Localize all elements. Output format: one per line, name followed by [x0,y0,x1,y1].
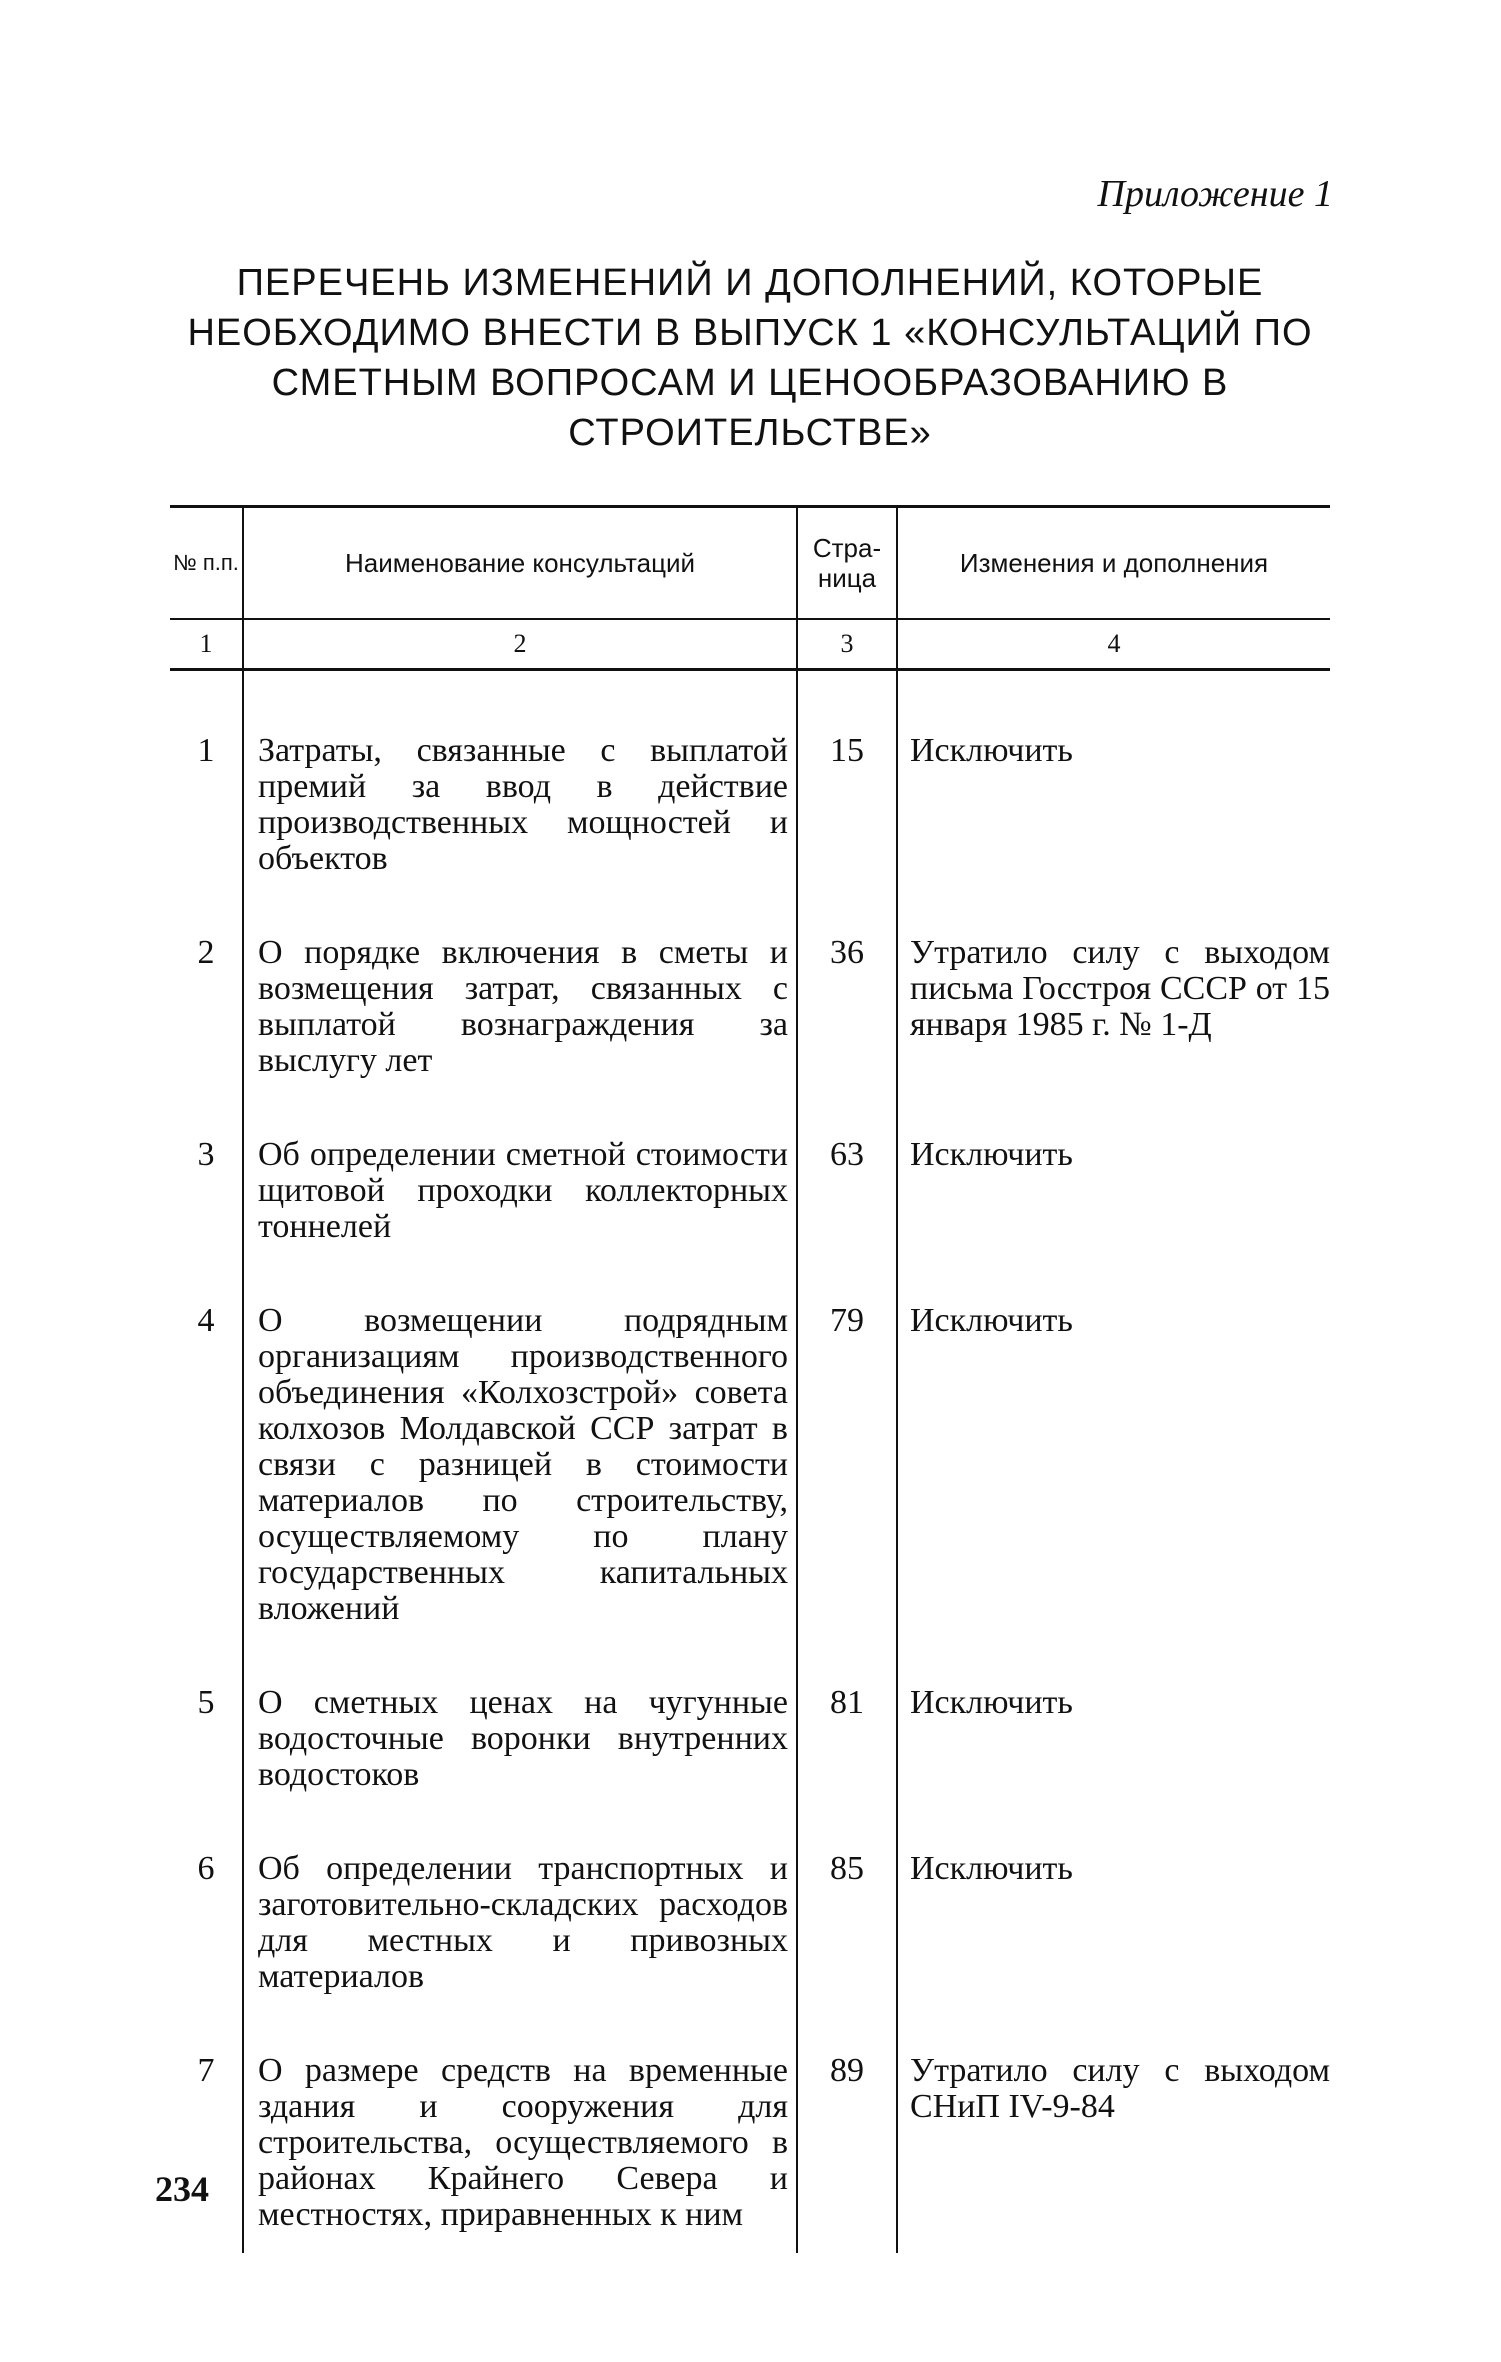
row-change: Исключить [896,733,1330,877]
row-number: 6 [197,1850,215,1887]
row-change: Исключить [896,1303,1330,1627]
title-line: СТРОИТЕЛЬСТВЕ» [568,412,932,454]
row-gap [170,1995,1330,2053]
row-number: 3 [197,1136,215,1173]
row-name: О сметных ценах на чугунные водосточные воронки внутренних водостоков [242,1685,796,1793]
title-line: СМЕТНЫМ ВОПРОСАМ И ЦЕНООБРАЗОВАНИЮ В [271,362,1229,404]
row-gap [170,1245,1330,1303]
row-page: 89 [796,2053,896,2233]
row-name: О порядке включения в сметы и возмещения затрат, связанных с выплатой вознаграждения за выслугу лет [242,935,796,1079]
row-change: Исключить [896,1685,1330,1793]
appendix-label: Приложение 1 [1097,173,1333,215]
row-page: 85 [796,1851,896,1995]
row-name: Об определении сметной стоимости щитовой проходки коллекторных тоннелей [242,1137,796,1245]
header-change: Изменения и дополнения [896,508,1330,618]
table-row [170,1137,1330,1245]
row-number: 2 [197,934,215,971]
row-change: Утратило силу с выходом СНиП IV-9-84 [896,2053,1330,2233]
page-number: 234 [155,2169,209,2209]
row-gap [170,1793,1330,1851]
changes-table [170,505,1330,2253]
row-gap [170,1079,1330,1137]
row-gap [170,877,1330,935]
header-name: Наименование консультаций [242,508,796,618]
column-number: 2 [242,620,796,668]
row-name: Об определении транспортных и заготовительно-складских расходов для местных и привозных материалов [242,1851,796,1995]
row-change: Исключить [896,1851,1330,1995]
row-change: Утратило силу с выходом письма Госстроя СССР от 15 января 1985 г. № 1-Д [896,935,1330,1079]
row-page: 63 [796,1137,896,1245]
column-number: 3 [796,620,896,668]
row-page: 81 [796,1685,896,1793]
column-number-row [170,620,1330,668]
row-gap [170,1627,1330,1685]
header-page: Стра-ница [796,508,896,618]
row-name: Затраты, связанные с выплатой премий за ввод в действие производственных мощностей и объектов [242,733,796,877]
table-row [170,733,1330,877]
row-name: О размере средств на временные здания и сооружения для строительства, осуществляемого в районах Крайнего Севера и местностях, приравненных к ним [242,2053,796,2233]
row-number: 7 [197,2052,215,2089]
table-row [170,1851,1330,1995]
row-number: 1 [197,732,215,769]
row-number: 4 [197,1302,215,1339]
row-page: 36 [796,935,896,1079]
column-number: 4 [896,620,1330,668]
row-name: О возмещении подрядным организациям производственного объединения «Колхозстрой» совета колхозов Молдавской ССР затрат в связи с разницей в стоимости материалов по строительству, осуществляемому по плану государственных капитальных вложений [242,1303,796,1627]
row-page: 15 [796,733,896,877]
column-number: 1 [199,629,213,658]
table-row [170,2053,1330,2233]
row-number: 5 [197,1684,215,1721]
table-row [170,935,1330,1079]
table-row [170,1303,1330,1627]
title-line: НЕОБХОДИМО ВНЕСТИ В ВЫПУСК 1 «КОНСУЛЬТАЦИЙ ПО [187,312,1313,354]
row-page: 79 [796,1303,896,1627]
row-gap [170,2233,1330,2253]
table-header-row [170,508,1330,618]
document-title [160,258,1340,458]
table-spacer [170,671,1330,733]
header-number: № п.п. [173,550,239,575]
row-change: Исключить [896,1137,1330,1245]
table-row [170,1685,1330,1793]
title-line: ПЕРЕЧЕНЬ ИЗМЕНЕНИЙ И ДОПОЛНЕНИЙ, КОТОРЫЕ [236,262,1264,304]
